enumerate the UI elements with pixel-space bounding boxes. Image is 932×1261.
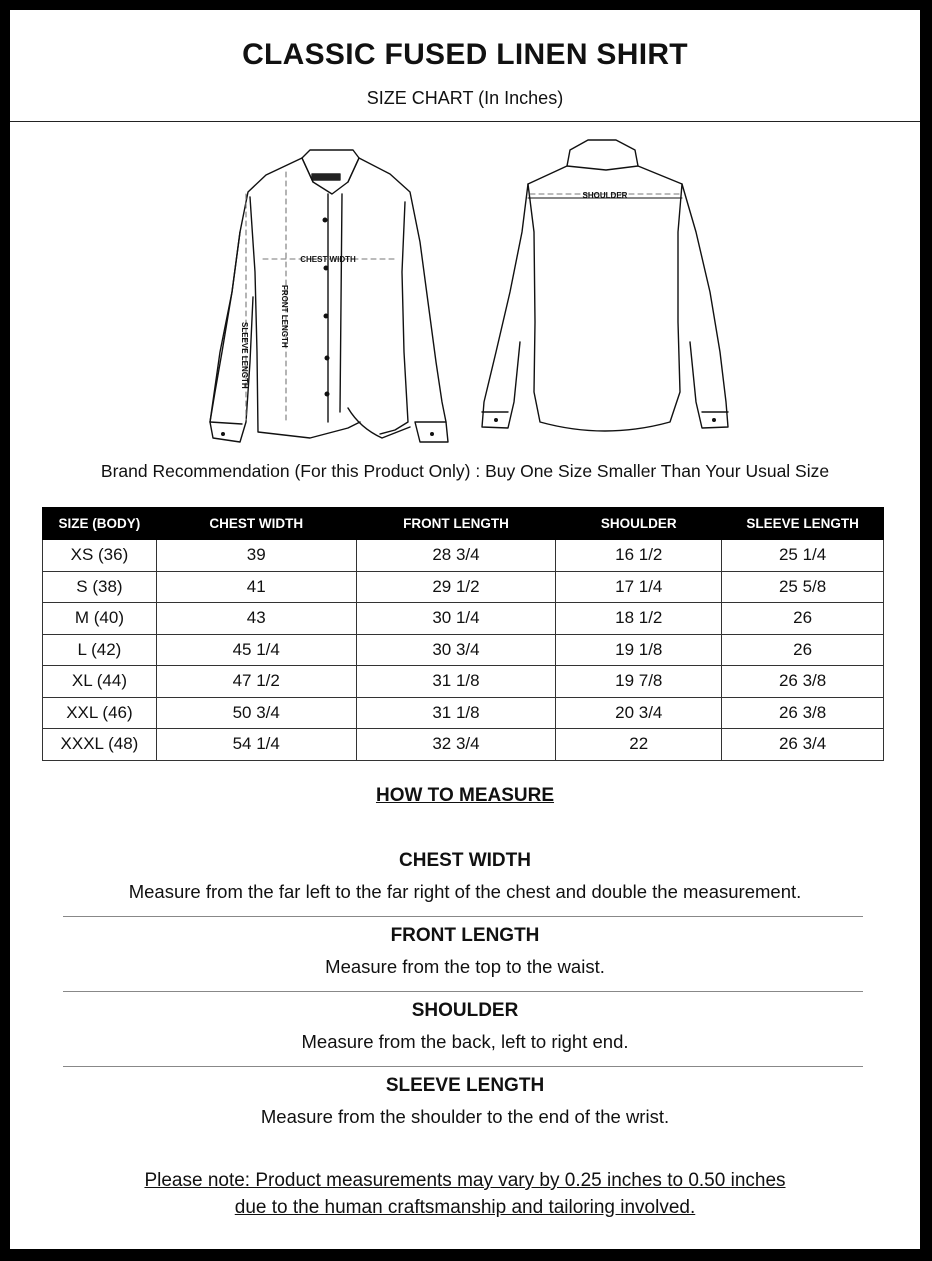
size-cell: L (42) — [43, 634, 157, 666]
chest-cell: 41 — [156, 571, 356, 603]
size-table-header — [43, 508, 884, 540]
front-length-cell: 31 1/8 — [356, 666, 556, 698]
measure-section-chest — [10, 850, 920, 903]
shoulder-cell: 22 — [556, 729, 722, 761]
front-length-cell: 28 3/4 — [356, 540, 556, 572]
page-title: CLASSIC FUSED LINEN SHIRT — [242, 38, 688, 71]
front-shirt-drawing — [210, 150, 448, 442]
size-cell: S (38) — [43, 571, 157, 603]
sleeve-cell: 26 3/4 — [722, 729, 884, 761]
table-row — [43, 697, 884, 729]
shoulder-cell: 19 1/8 — [556, 634, 722, 666]
chest-cell: 50 3/4 — [156, 697, 356, 729]
section-divider — [63, 991, 863, 992]
chest-cell: 54 1/4 — [156, 729, 356, 761]
measure-description: Measure from the far left to the far right of the chest and double the measurement. — [128, 881, 802, 902]
size-cell: XXL (46) — [43, 697, 157, 729]
shoulder-cell: 17 1/4 — [556, 571, 722, 603]
section-divider — [63, 916, 863, 917]
measure-description: Measure from the top to the waist. — [325, 956, 605, 977]
how-to-measure-heading: HOW TO MEASURE — [375, 785, 555, 806]
shoulder-cell: 19 7/8 — [556, 666, 722, 698]
front-length-cell: 29 1/2 — [356, 571, 556, 603]
table-row — [43, 729, 884, 761]
table-row — [43, 571, 884, 603]
measure-section-sleeve-length — [10, 1075, 920, 1128]
measure-title: SHOULDER — [411, 1000, 519, 1021]
header-front-length: FRONT LENGTH — [356, 508, 556, 540]
front-length-cell: 30 1/4 — [356, 603, 556, 635]
sleeve-cell: 26 — [722, 634, 884, 666]
sleeve-cell: 26 3/8 — [722, 666, 884, 698]
front-length-cell: 31 1/8 — [356, 697, 556, 729]
note-line-2: due to the human craftsmanship and tailoring involved. — [234, 1197, 696, 1218]
header-chest-width: CHEST WIDTH — [156, 508, 356, 540]
sleeve-cell: 25 5/8 — [722, 571, 884, 603]
measure-title: FRONT LENGTH — [390, 925, 540, 946]
size-chart-page — [10, 10, 920, 1249]
front-length-cell: 32 3/4 — [356, 729, 556, 761]
page-subtitle: SIZE CHART (In Inches) — [366, 88, 564, 108]
size-cell: XL (44) — [43, 666, 157, 698]
table-row — [43, 666, 884, 698]
table-row — [43, 603, 884, 635]
size-cell: XS (36) — [43, 540, 157, 572]
shirt-diagram — [10, 122, 920, 452]
chest-width-label: CHEST WIDTH — [300, 255, 356, 264]
measure-section-shoulder — [10, 1000, 920, 1053]
chest-cell: 45 1/4 — [156, 634, 356, 666]
section-divider — [63, 1066, 863, 1067]
header-sleeve-length: SLEEVE LENGTH — [722, 508, 884, 540]
measure-title: CHEST WIDTH — [399, 850, 531, 871]
measure-section-front-length — [10, 925, 920, 978]
shoulder-label: SHOULDER — [582, 191, 628, 200]
sleeve-length-label: SLEEVE LENGTH — [240, 322, 249, 389]
shoulder-cell: 16 1/2 — [556, 540, 722, 572]
measure-description: Measure from the back, left to right end. — [301, 1031, 629, 1052]
shoulder-cell: 18 1/2 — [556, 603, 722, 635]
sleeve-cell: 26 — [722, 603, 884, 635]
brand-recommendation: Brand Recommendation (For this Product Only) : Buy One Size Smaller Than Your Usual Size — [100, 461, 830, 481]
size-table — [42, 507, 884, 761]
back-shirt-drawing — [482, 140, 728, 431]
header-shoulder: SHOULDER — [556, 508, 722, 540]
header-size: SIZE (BODY) — [43, 508, 157, 540]
table-row — [43, 540, 884, 572]
size-cell: XXXL (48) — [43, 729, 157, 761]
measure-description: Measure from the shoulder to the end of the wrist. — [260, 1106, 670, 1127]
sleeve-cell: 26 3/8 — [722, 697, 884, 729]
chest-cell: 43 — [156, 603, 356, 635]
shoulder-cell: 20 3/4 — [556, 697, 722, 729]
front-length-label: FRONT LENGTH — [280, 285, 289, 348]
size-cell: M (40) — [43, 603, 157, 635]
measurement-note — [10, 1167, 920, 1221]
sleeve-cell: 25 1/4 — [722, 540, 884, 572]
chest-cell: 39 — [156, 540, 356, 572]
front-length-cell: 30 3/4 — [356, 634, 556, 666]
table-row — [43, 634, 884, 666]
note-line-1: Please note: Product measurements may vary by 0.25 inches to 0.50 inches — [144, 1170, 786, 1191]
chest-cell: 47 1/2 — [156, 666, 356, 698]
measure-title: SLEEVE LENGTH — [385, 1075, 545, 1096]
